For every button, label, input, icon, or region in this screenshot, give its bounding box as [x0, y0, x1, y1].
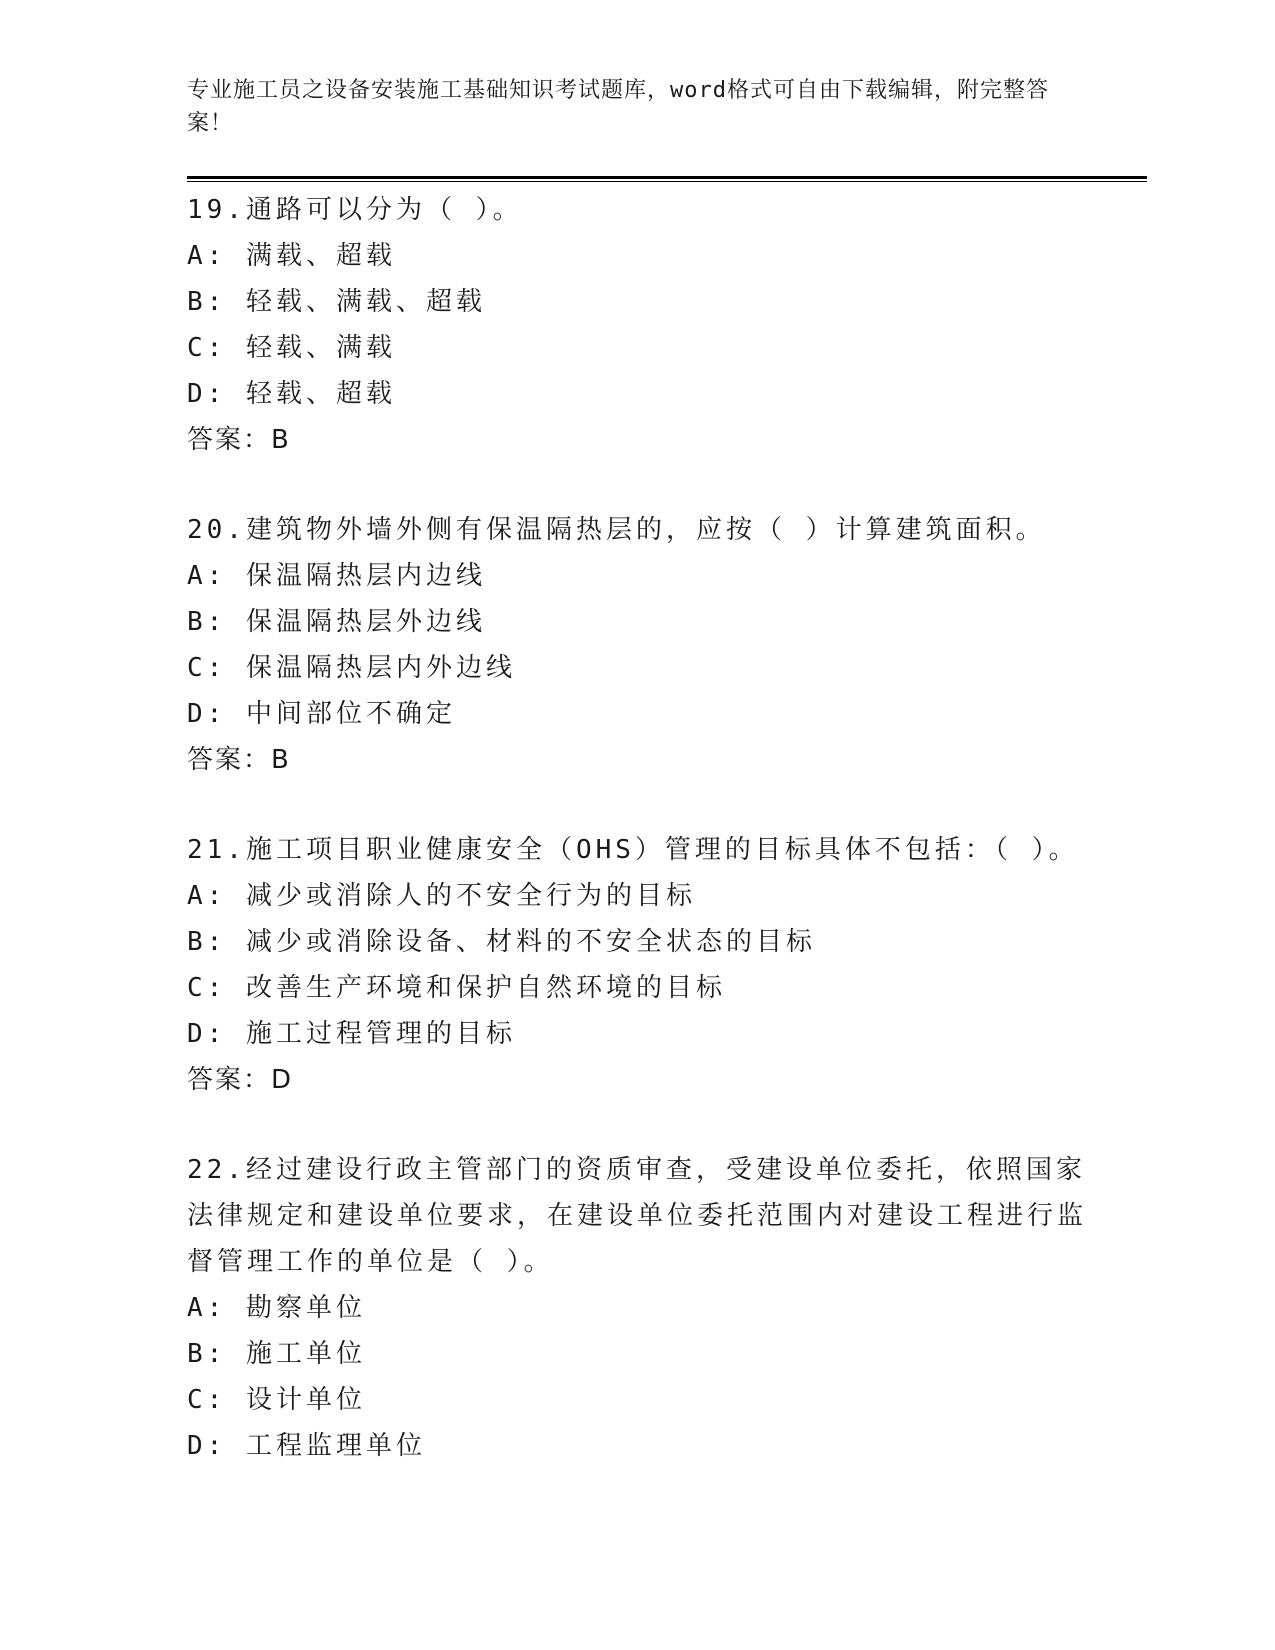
- answer-key: 答案：B: [187, 745, 291, 775]
- question-20: [187, 507, 1087, 783]
- option-c: C: 轻载、满载: [187, 333, 396, 363]
- option-a: A: 减少或消除人的不安全行为的目标: [187, 881, 696, 911]
- option-d: D: 中间部位不确定: [187, 699, 456, 729]
- answer-key: 答案：B: [187, 425, 291, 455]
- option-b: B: 减少或消除设备、材料的不安全状态的目标: [187, 927, 816, 957]
- question-stem: 20.建筑物外墙外侧有保温隔热层的，应按（ ）计算建筑面积。: [187, 515, 1046, 545]
- question-stem: 22.经过建设行政主管部门的资质审查，受建设单位委托，依照国家法律规定和建设单位要求，在建设单位委托范围内对建设工程进行监督管理工作的单位是（ ）。: [187, 1155, 1088, 1277]
- answer-key: 答案：D: [187, 1065, 294, 1095]
- question-19: [187, 187, 1087, 463]
- header-divider-thin: [187, 181, 1147, 182]
- option-c: C: 改善生产环境和保护自然环境的目标: [187, 973, 726, 1003]
- option-b: B: 施工单位: [187, 1339, 366, 1369]
- option-b: B: 保温隔热层外边线: [187, 607, 486, 637]
- option-d: D: 工程监理单位: [187, 1431, 426, 1461]
- option-c: C: 保温隔热层内外边线: [187, 653, 516, 683]
- option-c: C: 设计单位: [187, 1385, 366, 1415]
- question-list: [187, 187, 1087, 1513]
- header-divider-thick: [187, 176, 1147, 179]
- question-stem: 21.施工项目职业健康安全（OHS）管理的目标具体不包括：（ ）。: [187, 835, 1079, 865]
- question-21: [187, 827, 1087, 1103]
- option-a: A: 保温隔热层内边线: [187, 561, 486, 591]
- option-b: B: 轻载、满载、超载: [187, 287, 486, 317]
- question-22: [187, 1147, 1087, 1469]
- option-d: D: 施工过程管理的目标: [187, 1019, 516, 1049]
- option-a: A: 满载、超载: [187, 241, 396, 271]
- question-stem: 19.通路可以分为（ ）。: [187, 195, 523, 225]
- document-header: 专业施工员之设备安装施工基础知识考试题库，word格式可自由下载编辑，附完整答案！: [187, 78, 1049, 136]
- option-d: D: 轻载、超载: [187, 379, 396, 409]
- option-a: A: 勘察单位: [187, 1293, 366, 1323]
